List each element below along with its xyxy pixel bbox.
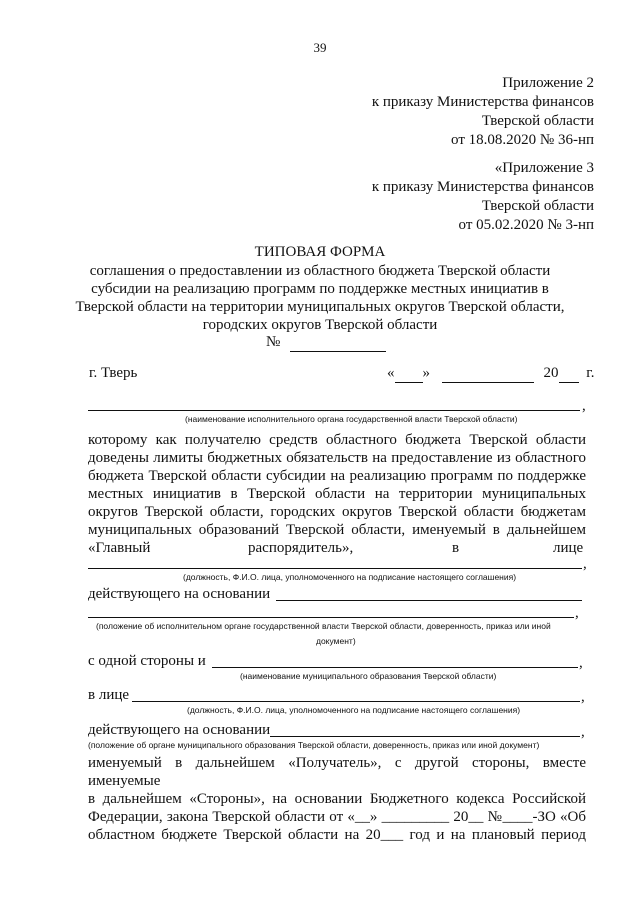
comma: , [581,724,585,740]
date-day-field[interactable] [395,364,423,383]
regulation-1-hint-a: (положение об исполнительном органе государственной власти Тверской области, доверенность, приказ или иной [96,621,551,631]
p1-word-2: распорядитель», [248,540,354,556]
acting-1-field-a[interactable] [276,600,582,601]
regulation-1-hint-b: документ) [316,636,356,646]
appendix-2-date: от 18.08.2020 № 36-нп [451,132,594,148]
position-1-field[interactable] [88,568,582,569]
position-1-hint: (должность, Ф.И.О. лица, уполномоченного на подписание настоящего соглашения) [183,572,517,582]
p1-word-1: «Главный [88,540,151,556]
comma: , [581,689,585,705]
comma: , [582,398,586,414]
in-person-label: в лице [88,687,130,703]
paragraph-1: которому как получателю средств областного бюджета Тверской области доведены лимиты бюджетных обязательств на предоставление из областного бюджета Тверской области субсидии на реализацию программ по поддержке местных инициатив в Тверской области на территории муниципальных округов Тверской области, городских округов Тверской области бюджетам муниципальных образований Тверской области, именуемый в дальнейшем [88,432,586,538]
title-line-2: субсидии на реализацию программ по поддержке местных инициатив в [91,281,549,297]
title-line-3: Тверской области на территории муниципальных округов Тверской области, [75,299,565,315]
appendix-2-title: Приложение 2 [502,75,594,91]
date-month-field[interactable] [442,364,534,383]
appendix-3-region: Тверской области [481,198,594,214]
number-sign: № [266,334,281,350]
municipal-name-field[interactable] [212,667,578,668]
appendix-3-order: к приказу Министерства финансов [371,179,594,195]
page-number: 39 [313,40,327,55]
position-2-hint: (должность, Ф.И.О. лица, уполномоченного на подписание настоящего соглашения) [187,705,521,715]
one-side-label: с одной стороны и [88,653,206,669]
appendix-2-order: к приказу Министерства финансов [371,94,594,110]
form-heading: ТИПОВАЯ ФОРМА [254,244,386,260]
p1-word-3: в [452,540,460,556]
acting-1-label: действующего на основании [88,586,271,602]
date-year-field[interactable] [559,364,579,383]
acting-2-field[interactable] [270,736,580,737]
title-line-4: городских округов Тверской области [202,317,438,333]
paragraph-2: именуемый в дальнейшем «Получатель», с другой стороны, вместе именуемые в дальнейшем «Стороны», на основании Бюджетного кодекса Российской Федерации, закона Тверской области от «__» _________ 20__ №____-ЗО «Об областном бюджете Тверской области на 20___ год и на плановый период [88,755,586,843]
executive-body-field[interactable] [88,410,580,411]
regulation-2-hint: (положение об органе муниципального образования Тверской области, доверенность, приказ или иной документ) [88,740,540,750]
date-line: « » 20 г. [387,365,595,381]
acting-1-field-b[interactable] [88,617,574,618]
agreement-number [266,333,386,352]
p1-word-4: лице [553,540,584,556]
agreement-number-field[interactable] [290,333,386,352]
comma: , [579,655,583,671]
comma: , [583,556,587,572]
acting-2-label: действующего на основании [88,722,271,738]
municipal-name-hint: (наименование муниципального образования Тверской области) [240,671,497,681]
title-line-1: соглашения о предоставлении из областного бюджета Тверской области [89,263,551,279]
executive-body-hint: (наименование исполнительного органа государственной власти Тверской области) [185,414,518,424]
comma: , [575,605,579,621]
appendix-3-title: «Приложение 3 [494,160,594,176]
city-label: г. Тверь [89,365,138,381]
position-2-field[interactable] [132,701,580,702]
appendix-3-date: от 05.02.2020 № 3-нп [458,217,594,233]
appendix-2-region: Тверской области [481,113,594,129]
